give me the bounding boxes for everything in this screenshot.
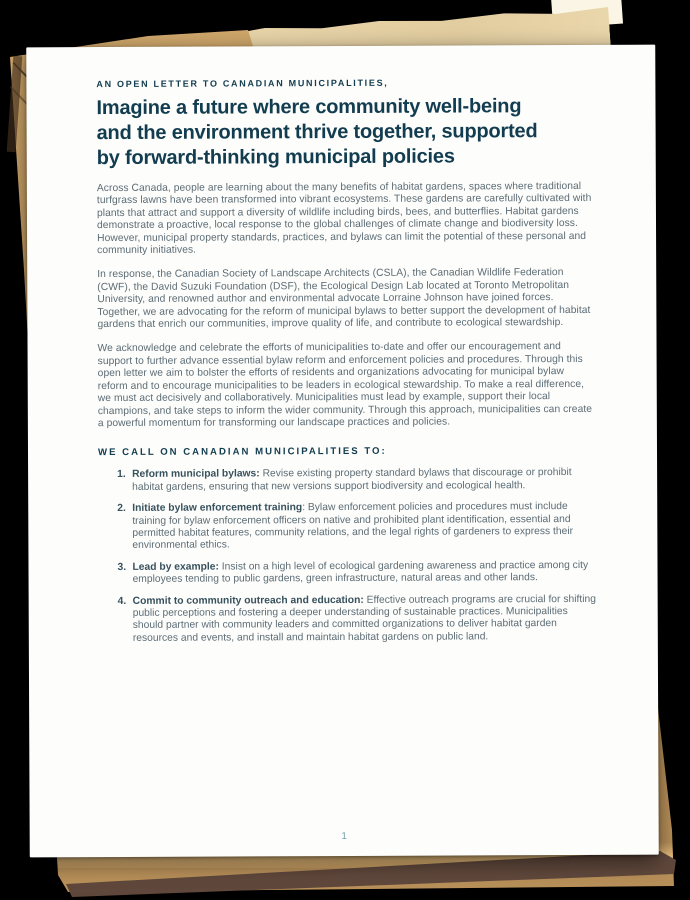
list-item [98,467,597,494]
list-item-text: Initiate bylaw enforcement training: Bylaw enforcement policies and procedures must include training for bylaw enforcement officers on native and prohibited plant identification, essential and permitted habitat features, community relations, and the legal rights of gardeners to express their environmental ethics. [132,501,574,552]
list-item-text: Commit to community outreach and education: Effective outreach programs are crucial for shifting public perceptions and fostering a deeper understanding of sustainable practices. Municipalities should partner with community leaders and committed organizations to deliver habitat garden resources and events, and install and maintain habitat gardens on public land. [132,593,596,644]
letter-title [96,94,595,171]
letter-paragraph: We acknowledge and celebrate the efforts of municipalities to-date and offer our encouragement and support to further advance essential bylaw reform and enforcement policies and procedures. Through this open letter we aim to bolster the efforts of residents and organizations advocating for municipal bylaw reform and to encourage municipalities to be leaders in ecological stewardship. To make a real difference, we must act decisively and collaboratively. Municipalities must lead by example, support their local champions, and take steps to inform the wider community. Through this approach, municipalities can create a powerful momentum for transforming our landscape practices and policies. [97,341,593,429]
title-line: Imagine a future where community well-being [96,95,522,120]
letter-paragraph: Across Canada, people are learning about the many benefits of habitat gardens, spaces where traditional turfgrass lawns have been transformed into vibrant ecosystems. These gardens are carefully cultivated with plants that attract and support a diversity of wildlife including birds, bees, and butterflies. Habitat gardens demonstrate a proactive, local response to the global challenges of climate change and biodiversity loss. However, municipal property standards, practices, and bylaws can limit the potential of these personal and community initiatives. [96,180,592,257]
page-number: 1 [341,830,347,843]
list-item-number: 3. [117,561,127,573]
call-to-action-heading: WE CALL ON CANADIAN MUNICIPALITIES TO: [97,446,387,459]
title-line: by forward-thinking municipal policies [96,145,455,170]
list-item [98,560,597,587]
list-item-number: 4. [117,595,127,607]
list-item-text: Lead by example: Insist on a high level of ecological gardening awareness and practice among city employees tending to public gardens, green infrastructure, natural areas and other lands. [132,559,589,586]
list-item [98,501,597,553]
letter-paragraph: In response, the Canadian Society of Landscape Architects (CSLA), the Canadian Wildlife Federation (CWF), the David Suzuki Foundation (DSF), the Ecological Design Lab located at Toronto Metropolitan University, and renowned author and environmental advocate Lorraine Johnson have joined forces. Together, we are advocating for the reform of municipal bylaws to better support the development of habitat gardens that enrich our communities, improve quality of life, and contribute to ecological stewardship. [97,267,591,331]
list-item-text: Reform municipal bylaws: Revise existing property standard bylaws that discourage or prohibit habitat gardens, ensuring that new versions support biodiversity and ecological health. [132,467,572,493]
list-item-number: 2. [117,503,126,515]
demand-list [98,467,598,645]
letter-page [26,45,659,858]
list-item-number: 1. [117,469,126,481]
letter-content [96,77,598,654]
title-line: and the environment thrive together, supported [96,120,538,145]
letter-eyebrow: AN OPEN LETTER TO CANADIAN MUNICIPALITIES, [96,77,389,90]
list-item [99,593,598,645]
